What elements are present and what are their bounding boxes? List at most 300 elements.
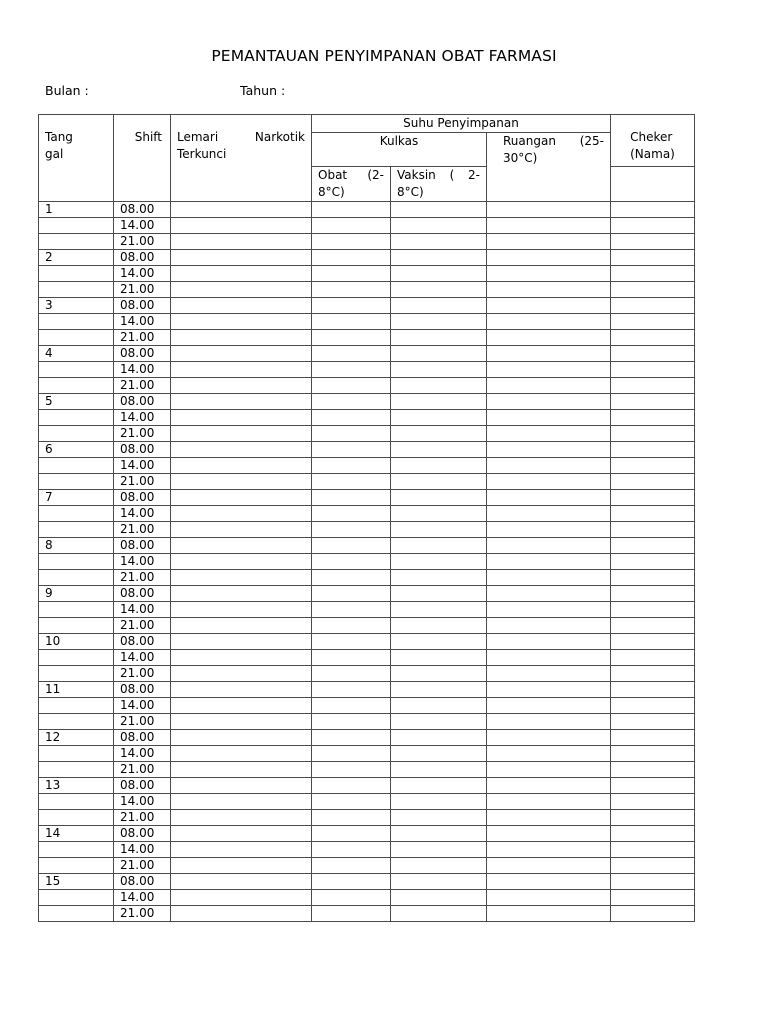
vaksin-cell[interactable] (391, 426, 487, 442)
vaksin-cell[interactable] (391, 490, 487, 506)
obat-cell[interactable] (312, 506, 391, 522)
ruangan-cell[interactable] (487, 698, 611, 714)
cheker-cell[interactable] (611, 570, 695, 586)
header-vaksin (391, 167, 487, 202)
cheker-cell[interactable] (611, 346, 695, 362)
ruangan-cell[interactable] (487, 250, 611, 266)
vaksin-cell[interactable] (391, 442, 487, 458)
shift-cell: 14.00 (114, 314, 171, 330)
tanggal-cell: 9 (39, 586, 114, 602)
shift-cell: 14.00 (114, 890, 171, 906)
table-row (39, 586, 695, 602)
lemari-cell[interactable] (171, 506, 312, 522)
vaksin-cell[interactable] (391, 778, 487, 794)
cheker-cell[interactable] (611, 234, 695, 250)
ruangan-cell[interactable] (487, 298, 611, 314)
ruangan-cell[interactable] (487, 266, 611, 282)
lemari-cell[interactable] (171, 490, 312, 506)
lemari-cell[interactable] (171, 410, 312, 426)
ruangan-cell[interactable] (487, 314, 611, 330)
obat-cell[interactable] (312, 314, 391, 330)
obat-cell[interactable] (312, 554, 391, 570)
obat-cell[interactable] (312, 394, 391, 410)
obat-cell[interactable] (312, 730, 391, 746)
shift-cell: 21.00 (114, 618, 171, 634)
cheker-cell[interactable] (611, 218, 695, 234)
cheker-cell[interactable] (611, 746, 695, 762)
vaksin-cell[interactable] (391, 746, 487, 762)
vaksin-cell[interactable] (391, 506, 487, 522)
table-row (39, 218, 695, 234)
cheker-cell[interactable] (611, 490, 695, 506)
vaksin-cell[interactable] (391, 650, 487, 666)
cheker-cell[interactable] (611, 538, 695, 554)
obat-cell[interactable] (312, 810, 391, 826)
cheker-cell[interactable] (611, 474, 695, 490)
ruangan-cell[interactable] (487, 842, 611, 858)
table-row (39, 522, 695, 538)
tanggal-cell: 12 (39, 730, 114, 746)
vaksin-cell[interactable] (391, 762, 487, 778)
tanggal-cell (39, 906, 114, 922)
vaksin-cell[interactable] (391, 522, 487, 538)
vaksin-cell[interactable] (391, 666, 487, 682)
vaksin-cell[interactable] (391, 202, 487, 218)
ruangan-cell[interactable] (487, 650, 611, 666)
obat-cell[interactable] (312, 746, 391, 762)
lemari-cell[interactable] (171, 522, 312, 538)
vaksin-cell[interactable] (391, 682, 487, 698)
obat-cell[interactable] (312, 714, 391, 730)
ruangan-cell[interactable] (487, 426, 611, 442)
cheker-cell[interactable] (611, 282, 695, 298)
obat-cell[interactable] (312, 762, 391, 778)
vaksin-cell[interactable] (391, 314, 487, 330)
cheker-cell[interactable] (611, 554, 695, 570)
tanggal-cell (39, 426, 114, 442)
lemari-cell[interactable] (171, 778, 312, 794)
cheker-cell[interactable] (611, 618, 695, 634)
cheker-cell[interactable] (611, 842, 695, 858)
vaksin-cell[interactable] (391, 890, 487, 906)
lemari-cell[interactable] (171, 554, 312, 570)
cheker-cell[interactable] (611, 810, 695, 826)
lemari-cell[interactable] (171, 474, 312, 490)
tanggal-cell (39, 714, 114, 730)
lemari-cell[interactable] (171, 426, 312, 442)
header-lemari-narkotik (171, 115, 312, 202)
lemari-cell[interactable] (171, 634, 312, 650)
tanggal-cell (39, 330, 114, 346)
vaksin-cell[interactable] (391, 266, 487, 282)
shift-cell: 08.00 (114, 874, 171, 890)
table-row (39, 378, 695, 394)
ruangan-cell[interactable] (487, 202, 611, 218)
lemari-cell[interactable] (171, 538, 312, 554)
shift-cell: 14.00 (114, 506, 171, 522)
cheker-cell[interactable] (611, 666, 695, 682)
lemari-cell[interactable] (171, 906, 312, 922)
ruangan-cell[interactable] (487, 506, 611, 522)
lemari-cell[interactable] (171, 730, 312, 746)
vaksin-cell[interactable] (391, 282, 487, 298)
table-row (39, 202, 695, 218)
obat-cell[interactable] (312, 874, 391, 890)
tanggal-cell (39, 378, 114, 394)
ruangan-cell[interactable] (487, 378, 611, 394)
ruangan-cell[interactable] (487, 394, 611, 410)
obat-cell[interactable] (312, 490, 391, 506)
vaksin-cell[interactable] (391, 586, 487, 602)
obat-cell[interactable] (312, 586, 391, 602)
shift-cell: 21.00 (114, 858, 171, 874)
vaksin-cell[interactable] (391, 794, 487, 810)
lemari-cell[interactable] (171, 810, 312, 826)
shift-cell: 08.00 (114, 730, 171, 746)
lemari-cell[interactable] (171, 282, 312, 298)
cheker-cell[interactable] (611, 266, 695, 282)
vaksin-cell[interactable] (391, 698, 487, 714)
vaksin-cell[interactable] (391, 378, 487, 394)
cheker-cell[interactable] (611, 858, 695, 874)
tanggal-cell (39, 602, 114, 618)
header-ruangan-word2: (25- (579, 134, 604, 148)
shift-cell: 14.00 (114, 794, 171, 810)
ruangan-cell[interactable] (487, 586, 611, 602)
table-row (39, 778, 695, 794)
ruangan-cell[interactable] (487, 362, 611, 378)
cheker-cell[interactable] (611, 890, 695, 906)
obat-cell[interactable] (312, 234, 391, 250)
lemari-cell[interactable] (171, 826, 312, 842)
ruangan-cell[interactable] (487, 458, 611, 474)
vaksin-cell[interactable] (391, 346, 487, 362)
cheker-cell[interactable] (611, 826, 695, 842)
ruangan-cell[interactable] (487, 714, 611, 730)
lemari-cell[interactable] (171, 858, 312, 874)
obat-cell[interactable] (312, 890, 391, 906)
vaksin-cell[interactable] (391, 634, 487, 650)
obat-cell[interactable] (312, 426, 391, 442)
lemari-cell[interactable] (171, 842, 312, 858)
table-row (39, 810, 695, 826)
shift-cell: 21.00 (114, 906, 171, 922)
vaksin-cell[interactable] (391, 298, 487, 314)
obat-cell[interactable] (312, 282, 391, 298)
cheker-cell[interactable] (611, 394, 695, 410)
tanggal-cell (39, 234, 114, 250)
tanggal-cell (39, 890, 114, 906)
shift-cell: 08.00 (114, 826, 171, 842)
lemari-cell[interactable] (171, 714, 312, 730)
shift-cell: 21.00 (114, 474, 171, 490)
vaksin-cell[interactable] (391, 874, 487, 890)
cheker-blank-cell (611, 167, 695, 202)
vaksin-cell[interactable] (391, 618, 487, 634)
header-vaksin-word3: 2- (468, 168, 480, 182)
header-tanggal-part2: gal (45, 147, 64, 161)
table-row (39, 314, 695, 330)
cheker-cell[interactable] (611, 426, 695, 442)
table-row (39, 730, 695, 746)
ruangan-cell[interactable] (487, 218, 611, 234)
vaksin-cell[interactable] (391, 810, 487, 826)
lemari-cell[interactable] (171, 762, 312, 778)
table-row (39, 490, 695, 506)
shift-cell: 14.00 (114, 458, 171, 474)
table-row (39, 842, 695, 858)
obat-cell[interactable] (312, 442, 391, 458)
cheker-cell[interactable] (611, 330, 695, 346)
lemari-cell[interactable] (171, 218, 312, 234)
header-lemari-word3: Terkunci (177, 147, 227, 161)
lemari-cell[interactable] (171, 202, 312, 218)
tanggal-cell (39, 554, 114, 570)
shift-cell: 08.00 (114, 202, 171, 218)
vaksin-cell[interactable] (391, 858, 487, 874)
table-row (39, 250, 695, 266)
cheker-cell[interactable] (611, 634, 695, 650)
obat-cell[interactable] (312, 794, 391, 810)
lemari-cell[interactable] (171, 586, 312, 602)
lemari-cell[interactable] (171, 298, 312, 314)
shift-cell: 21.00 (114, 714, 171, 730)
ruangan-cell[interactable] (487, 442, 611, 458)
vaksin-cell[interactable] (391, 906, 487, 922)
bulan-label: Bulan : (45, 83, 89, 98)
obat-cell[interactable] (312, 698, 391, 714)
tanggal-cell (39, 762, 114, 778)
lemari-cell[interactable] (171, 330, 312, 346)
obat-cell[interactable] (312, 858, 391, 874)
cheker-cell[interactable] (611, 714, 695, 730)
obat-cell[interactable] (312, 266, 391, 282)
lemari-cell[interactable] (171, 890, 312, 906)
cheker-cell[interactable] (611, 378, 695, 394)
vaksin-cell[interactable] (391, 218, 487, 234)
tanggal-cell (39, 858, 114, 874)
ruangan-cell[interactable] (487, 682, 611, 698)
header-vaksin-word2: ( (449, 168, 455, 182)
table-row (39, 858, 695, 874)
obat-cell[interactable] (312, 474, 391, 490)
obat-cell[interactable] (312, 538, 391, 554)
ruangan-cell[interactable] (487, 410, 611, 426)
vaksin-cell[interactable] (391, 474, 487, 490)
lemari-cell[interactable] (171, 346, 312, 362)
vaksin-cell[interactable] (391, 826, 487, 842)
table-row (39, 762, 695, 778)
lemari-cell[interactable] (171, 378, 312, 394)
tahun-label: Tahun : (240, 83, 286, 98)
cheker-cell[interactable] (611, 442, 695, 458)
vaksin-cell[interactable] (391, 554, 487, 570)
cheker-cell[interactable] (611, 602, 695, 618)
ruangan-cell[interactable] (487, 490, 611, 506)
shift-cell: 08.00 (114, 778, 171, 794)
ruangan-cell[interactable] (487, 346, 611, 362)
vaksin-cell[interactable] (391, 714, 487, 730)
obat-cell[interactable] (312, 298, 391, 314)
obat-cell[interactable] (312, 602, 391, 618)
lemari-cell[interactable] (171, 794, 312, 810)
lemari-cell[interactable] (171, 874, 312, 890)
vaksin-cell[interactable] (391, 730, 487, 746)
table-row (39, 666, 695, 682)
ruangan-cell[interactable] (487, 762, 611, 778)
vaksin-cell[interactable] (391, 330, 487, 346)
cheker-cell[interactable] (611, 458, 695, 474)
ruangan-cell[interactable] (487, 522, 611, 538)
lemari-cell[interactable] (171, 234, 312, 250)
ruangan-cell[interactable] (487, 874, 611, 890)
obat-cell[interactable] (312, 634, 391, 650)
cheker-cell[interactable] (611, 506, 695, 522)
table-row (39, 554, 695, 570)
ruangan-cell[interactable] (487, 474, 611, 490)
ruangan-cell[interactable] (487, 330, 611, 346)
vaksin-cell[interactable] (391, 410, 487, 426)
ruangan-cell[interactable] (487, 778, 611, 794)
obat-cell[interactable] (312, 618, 391, 634)
cheker-cell[interactable] (611, 298, 695, 314)
lemari-cell[interactable] (171, 570, 312, 586)
ruangan-cell[interactable] (487, 570, 611, 586)
cheker-cell[interactable] (611, 778, 695, 794)
tanggal-cell (39, 362, 114, 378)
obat-cell[interactable] (312, 250, 391, 266)
header-obat (312, 167, 391, 202)
cheker-cell[interactable] (611, 522, 695, 538)
table-row (39, 506, 695, 522)
obat-cell[interactable] (312, 362, 391, 378)
cheker-cell[interactable] (611, 410, 695, 426)
vaksin-cell[interactable] (391, 250, 487, 266)
cheker-cell[interactable] (611, 682, 695, 698)
lemari-cell[interactable] (171, 698, 312, 714)
vaksin-cell[interactable] (391, 570, 487, 586)
lemari-cell[interactable] (171, 458, 312, 474)
ruangan-cell[interactable] (487, 826, 611, 842)
ruangan-cell[interactable] (487, 618, 611, 634)
ruangan-cell[interactable] (487, 794, 611, 810)
ruangan-cell[interactable] (487, 730, 611, 746)
obat-cell[interactable] (312, 650, 391, 666)
obat-cell[interactable] (312, 666, 391, 682)
cheker-cell[interactable] (611, 730, 695, 746)
lemari-cell[interactable] (171, 650, 312, 666)
obat-cell[interactable] (312, 330, 391, 346)
cheker-cell[interactable] (611, 586, 695, 602)
lemari-cell[interactable] (171, 666, 312, 682)
ruangan-cell[interactable] (487, 634, 611, 650)
vaksin-cell[interactable] (391, 602, 487, 618)
cheker-cell[interactable] (611, 650, 695, 666)
cheker-cell[interactable] (611, 314, 695, 330)
vaksin-cell[interactable] (391, 234, 487, 250)
ruangan-cell[interactable] (487, 666, 611, 682)
vaksin-cell[interactable] (391, 394, 487, 410)
cheker-cell[interactable] (611, 874, 695, 890)
cheker-cell[interactable] (611, 794, 695, 810)
ruangan-cell[interactable] (487, 554, 611, 570)
cheker-cell[interactable] (611, 362, 695, 378)
shift-cell: 14.00 (114, 746, 171, 762)
table-row (39, 410, 695, 426)
table-row (39, 298, 695, 314)
obat-cell[interactable] (312, 218, 391, 234)
obat-cell[interactable] (312, 778, 391, 794)
cheker-cell[interactable] (611, 698, 695, 714)
tanggal-cell: 5 (39, 394, 114, 410)
ruangan-cell[interactable] (487, 906, 611, 922)
lemari-cell[interactable] (171, 394, 312, 410)
header-lemari-word1: Lemari (177, 130, 219, 144)
ruangan-cell[interactable] (487, 858, 611, 874)
lemari-cell[interactable] (171, 314, 312, 330)
tanggal-cell (39, 650, 114, 666)
table-row (39, 538, 695, 554)
obat-cell[interactable] (312, 410, 391, 426)
obat-cell[interactable] (312, 378, 391, 394)
header-obat-word2: (2- (367, 168, 384, 182)
vaksin-cell[interactable] (391, 842, 487, 858)
ruangan-cell[interactable] (487, 602, 611, 618)
obat-cell[interactable] (312, 842, 391, 858)
cheker-cell[interactable] (611, 250, 695, 266)
cheker-cell[interactable] (611, 202, 695, 218)
tanggal-cell (39, 842, 114, 858)
vaksin-cell[interactable] (391, 538, 487, 554)
obat-cell[interactable] (312, 346, 391, 362)
obat-cell[interactable] (312, 202, 391, 218)
lemari-cell[interactable] (171, 442, 312, 458)
document-title: PEMANTAUAN PENYIMPANAN OBAT FARMASI (211, 47, 557, 65)
vaksin-cell[interactable] (391, 362, 487, 378)
ruangan-cell[interactable] (487, 810, 611, 826)
obat-cell[interactable] (312, 458, 391, 474)
ruangan-cell[interactable] (487, 282, 611, 298)
shift-cell: 08.00 (114, 586, 171, 602)
lemari-cell[interactable] (171, 746, 312, 762)
cheker-cell[interactable] (611, 762, 695, 778)
table-row (39, 234, 695, 250)
ruangan-cell[interactable] (487, 746, 611, 762)
obat-cell[interactable] (312, 522, 391, 538)
tanggal-cell (39, 458, 114, 474)
ruangan-cell[interactable] (487, 890, 611, 906)
table-row (39, 746, 695, 762)
vaksin-cell[interactable] (391, 458, 487, 474)
obat-cell[interactable] (312, 682, 391, 698)
obat-cell[interactable] (312, 570, 391, 586)
lemari-cell[interactable] (171, 250, 312, 266)
obat-cell[interactable] (312, 826, 391, 842)
lemari-cell[interactable] (171, 618, 312, 634)
obat-cell[interactable] (312, 906, 391, 922)
header-cheker-line2: (Nama) (630, 147, 675, 161)
shift-cell: 08.00 (114, 442, 171, 458)
shift-cell: 08.00 (114, 394, 171, 410)
cheker-cell[interactable] (611, 906, 695, 922)
lemari-cell[interactable] (171, 682, 312, 698)
ruangan-cell[interactable] (487, 538, 611, 554)
lemari-cell[interactable] (171, 602, 312, 618)
lemari-cell[interactable] (171, 362, 312, 378)
lemari-cell[interactable] (171, 266, 312, 282)
tanggal-cell (39, 266, 114, 282)
ruangan-cell[interactable] (487, 234, 611, 250)
